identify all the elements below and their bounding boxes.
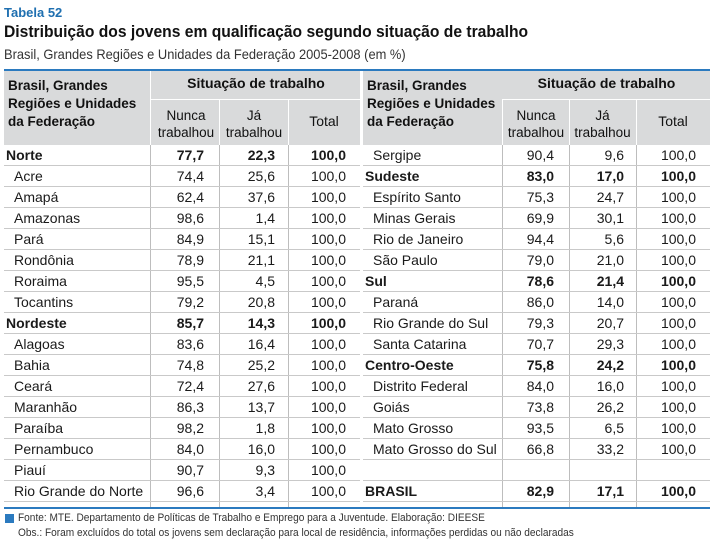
header-col-ja: Já trabalhou (225, 108, 283, 140)
cell-ja: 33,2 (596, 441, 624, 457)
cell-ja: 24,7 (596, 189, 624, 205)
table-panel-left (4, 71, 360, 507)
row-name: Rio Grande do Sul (373, 315, 489, 331)
table-row (4, 229, 360, 250)
cell-nunca: 96,6 (176, 483, 204, 499)
row-name: Pará (14, 231, 44, 247)
header-divider (150, 99, 360, 100)
cell-ja: 25,2 (247, 357, 275, 373)
row-name: Sul (365, 273, 387, 289)
row-name: Mato Grosso do Sul (373, 441, 497, 457)
cell-nunca: 74,8 (176, 357, 204, 373)
row-name: Acre (14, 168, 43, 184)
table-row (363, 166, 710, 187)
cell-total: 100,0 (660, 378, 696, 394)
cell-total: 100,0 (310, 189, 346, 205)
table-row (4, 166, 360, 187)
bottom-rule (4, 507, 710, 509)
table-row (363, 397, 710, 418)
table-panel-right (363, 71, 710, 507)
row-name: Sudeste (365, 168, 420, 184)
cell-nunca: 75,3 (526, 189, 554, 205)
header-col-total: Total (658, 113, 688, 129)
header-divider (502, 99, 710, 100)
cell-total: 100,0 (660, 189, 696, 205)
cell-total: 100,0 (310, 483, 346, 499)
table-body-right (363, 145, 710, 502)
row-name: Pernambuco (14, 441, 94, 457)
table-row (363, 334, 710, 355)
cell-ja: 9,3 (255, 462, 275, 478)
cell-total: 100,0 (660, 420, 696, 436)
cell-total: 100,0 (310, 399, 346, 415)
cell-total: 100,0 (310, 315, 346, 331)
cell-nunca: 77,7 (176, 147, 204, 163)
cell-nunca: 98,6 (176, 210, 204, 226)
cell-ja: 22,3 (247, 147, 275, 163)
cell-ja: 3,4 (255, 483, 275, 499)
header-col-nunca: Nunca trabalhou (157, 108, 215, 140)
cell-ja: 15,1 (247, 231, 275, 247)
cell-ja: 29,3 (596, 336, 624, 352)
cell-ja: 6,5 (604, 420, 624, 436)
table-body-left (4, 145, 360, 502)
cell-ja: 16,4 (247, 336, 275, 352)
cell-nunca: 86,0 (526, 294, 554, 310)
cell-nunca: 84,0 (526, 378, 554, 394)
cell-total: 100,0 (310, 210, 346, 226)
table-header-right (363, 71, 710, 145)
header-divider (288, 99, 289, 145)
row-name: Nordeste (6, 315, 67, 331)
header-col-total: Total (309, 113, 339, 129)
row-name: BRASIL (365, 483, 418, 499)
cell-total: 100,0 (310, 273, 346, 289)
table-row (4, 397, 360, 418)
cell-nunca: 78,9 (176, 252, 204, 268)
header-divider (636, 99, 637, 145)
cell-ja: 9,6 (604, 147, 624, 163)
table-row (363, 250, 710, 271)
cell-total: 100,0 (660, 252, 696, 268)
cell-ja: 30,1 (596, 210, 624, 226)
header-region-label: Brasil, Grandes Regiões e Unidades da Federação (8, 78, 137, 129)
cell-nunca: 70,7 (526, 336, 554, 352)
cell-ja: 4,5 (255, 273, 275, 289)
table-row (363, 208, 710, 229)
row-name: Alagoas (14, 336, 65, 352)
cell-ja: 20,7 (596, 315, 624, 331)
table-row (4, 334, 360, 355)
cell-nunca: 85,7 (176, 315, 204, 331)
cell-nunca: 82,9 (526, 483, 554, 499)
table-row (363, 145, 710, 166)
row-name: Mato Grosso (373, 420, 454, 436)
table-row (363, 271, 710, 292)
row-name: Paraná (373, 294, 419, 310)
row-name: Rio Grande do Norte (14, 483, 144, 499)
header-divider (219, 99, 220, 145)
table-row (363, 313, 710, 334)
row-name: Bahia (14, 357, 50, 373)
table-row (363, 439, 710, 460)
cell-total: 100,0 (660, 210, 696, 226)
table-row (4, 376, 360, 397)
cell-ja: 17,1 (596, 483, 624, 499)
footer-note: Obs.: Foram excluídos do total os jovens sem declaração para local de residência, informações perdidas ou não declaradas (18, 527, 574, 539)
cell-total: 100,0 (310, 357, 346, 373)
cell-total: 100,0 (660, 315, 696, 331)
cell-nunca: 83,6 (176, 336, 204, 352)
cell-total: 100,0 (660, 336, 696, 352)
cell-ja: 1,4 (255, 210, 275, 226)
cell-nunca: 62,4 (176, 189, 204, 205)
cell-total: 100,0 (310, 294, 346, 310)
row-name: Amapá (14, 189, 59, 205)
cell-nunca: 98,2 (176, 420, 204, 436)
cell-ja: 5,6 (604, 231, 624, 247)
table-title: Distribuição dos jovens em qualificação segundo situação de trabalho (4, 22, 529, 41)
cell-nunca: 73,8 (526, 399, 554, 415)
row-name (363, 460, 510, 480)
cell-nunca: 75,8 (526, 357, 554, 373)
row-name: Paraíba (14, 420, 64, 436)
table-row (4, 187, 360, 208)
header-divider (569, 99, 570, 145)
table-row (363, 481, 710, 502)
row-name: Goiás (373, 399, 410, 415)
cell-total: 100,0 (660, 357, 696, 373)
row-name: Rondônia (14, 252, 74, 268)
cell-total: 100,0 (310, 441, 346, 457)
cell-nunca: 79,3 (526, 315, 554, 331)
cell-ja (569, 460, 624, 480)
row-name: Santa Catarina (373, 336, 467, 352)
header-col-nunca: Nunca trabalhou (507, 108, 565, 140)
row-name: Espírito Santo (373, 189, 461, 205)
cell-total: 100,0 (660, 147, 696, 163)
table-row (4, 145, 360, 166)
cell-nunca: 66,8 (526, 441, 554, 457)
table-row (4, 481, 360, 502)
row-name: Centro-Oeste (365, 357, 454, 373)
cell-total: 100,0 (310, 252, 346, 268)
table-row (4, 460, 360, 481)
cell-ja: 26,2 (596, 399, 624, 415)
table-row (363, 376, 710, 397)
cell-nunca (502, 460, 554, 480)
row-name: Norte (6, 147, 43, 163)
table-row (4, 271, 360, 292)
cell-total: 100,0 (660, 294, 696, 310)
cell-nunca: 95,5 (176, 273, 204, 289)
cell-total: 100,0 (310, 378, 346, 394)
cell-nunca: 93,5 (526, 420, 554, 436)
header-col-ja: Já trabalhou (574, 108, 631, 140)
cell-ja: 16,0 (247, 441, 275, 457)
cell-total: 100,0 (660, 231, 696, 247)
cell-ja: 37,6 (247, 189, 275, 205)
table-row (363, 292, 710, 313)
cell-total: 100,0 (660, 273, 696, 289)
header-divider (150, 71, 151, 145)
table-row (4, 418, 360, 439)
cell-ja: 21,1 (247, 252, 275, 268)
cell-nunca: 69,9 (526, 210, 554, 226)
row-name: Sergipe (373, 147, 422, 163)
cell-nunca: 78,6 (526, 273, 554, 289)
table-header-left (4, 71, 360, 145)
header-divider (502, 99, 503, 145)
row-name: Amazonas (14, 210, 81, 226)
row-name: Tocantins (14, 294, 74, 310)
cell-ja: 14,3 (247, 315, 275, 331)
cell-total: 100,0 (660, 441, 696, 457)
cell-nunca: 94,4 (526, 231, 554, 247)
cell-ja: 21,4 (596, 273, 624, 289)
footer-source: Fonte: MTE. Departamento de Políticas de Trabalho e Emprego para a Juventude. Elaboração: DIEESE (18, 512, 485, 524)
cell-total: 100,0 (310, 168, 346, 184)
table-row (4, 250, 360, 271)
cell-ja: 21,0 (596, 252, 624, 268)
cell-nunca: 84,9 (176, 231, 204, 247)
row-name: Distrito Federal (373, 378, 468, 394)
cell-ja: 16,0 (596, 378, 624, 394)
cell-total: 100,0 (660, 483, 696, 499)
cell-ja: 14,0 (596, 294, 624, 310)
table-row (363, 229, 710, 250)
cell-nunca: 90,7 (176, 462, 204, 478)
row-name: Piauí (14, 462, 46, 478)
table-row (363, 187, 710, 208)
cell-ja: 17,0 (596, 168, 624, 184)
cell-ja: 27,6 (247, 378, 275, 394)
cell-total (636, 460, 696, 480)
row-name: Ceará (14, 378, 53, 394)
table-row (4, 355, 360, 376)
header-group-label: Situação de trabalho (187, 75, 325, 91)
table-row (4, 313, 360, 334)
cell-ja: 13,7 (247, 399, 275, 415)
cell-nunca: 84,0 (176, 441, 204, 457)
table-row (4, 208, 360, 229)
cell-total: 100,0 (310, 336, 346, 352)
table-row (4, 292, 360, 313)
row-name: Maranhão (14, 399, 78, 415)
cell-nunca: 90,4 (526, 147, 554, 163)
table-row (4, 439, 360, 460)
cell-ja: 20,8 (247, 294, 275, 310)
row-name: São Paulo (373, 252, 438, 268)
cell-nunca: 79,2 (176, 294, 204, 310)
table-subtitle: Brasil, Grandes Regiões e Unidades da Federação 2005-2008 (em %) (4, 46, 406, 62)
cell-nunca: 83,0 (526, 168, 554, 184)
cell-total: 100,0 (310, 231, 346, 247)
cell-nunca: 86,3 (176, 399, 204, 415)
row-name: Rio de Janeiro (373, 231, 464, 247)
header-region-label: Brasil, Grandes Regiões e Unidades da Federação (367, 78, 496, 129)
cell-total: 100,0 (310, 462, 346, 478)
cell-nunca: 74,4 (176, 168, 204, 184)
cell-total: 100,0 (660, 399, 696, 415)
table-row (363, 355, 710, 376)
table-row (363, 418, 710, 439)
cell-total: 100,0 (310, 420, 346, 436)
cell-total: 100,0 (310, 147, 346, 163)
row-name: Roraima (14, 273, 67, 289)
header-group-label: Situação de trabalho (537, 75, 676, 91)
cell-ja: 25,6 (247, 168, 275, 184)
cell-ja: 24,2 (596, 357, 624, 373)
cell-ja: 1,8 (255, 420, 275, 436)
cell-nunca: 79,0 (526, 252, 554, 268)
table-row (363, 460, 710, 481)
cell-nunca: 72,4 (176, 378, 204, 394)
cell-total: 100,0 (660, 168, 696, 184)
source-marker-icon (5, 514, 14, 523)
row-name: Minas Gerais (373, 210, 456, 226)
table-number-label: Tabela 52 (4, 5, 63, 20)
